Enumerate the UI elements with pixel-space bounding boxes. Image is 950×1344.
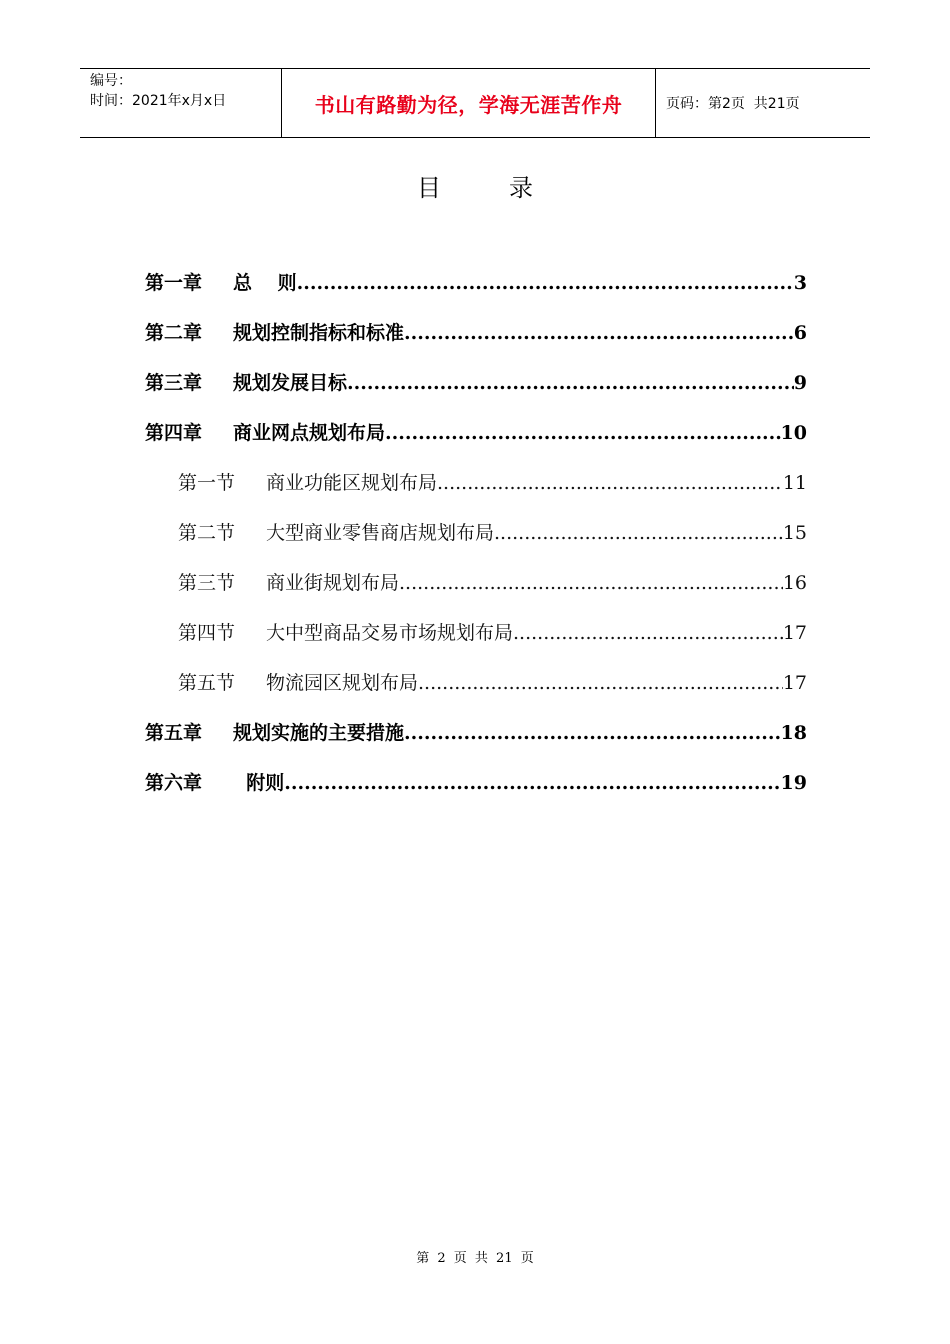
toc-dot-leader bbox=[385, 418, 781, 448]
toc-entry-number: 第三章 bbox=[145, 372, 203, 394]
toc-entry-label: 商业街规划布局 bbox=[266, 572, 400, 594]
time-label: 时间：2021年x月x日 bbox=[90, 93, 227, 109]
toc-chapter-row[interactable] bbox=[145, 268, 807, 318]
toc-entry-number: 第五章 bbox=[145, 722, 203, 744]
footer-page-number: 第 2 页 共 21 页 bbox=[416, 1251, 534, 1266]
toc-chapter-row[interactable] bbox=[145, 368, 807, 418]
toc-dot-leader bbox=[284, 768, 780, 798]
toc-entry-page: 19 bbox=[780, 772, 807, 794]
toc-dot-leader bbox=[513, 618, 783, 648]
toc-entry-page: 18 bbox=[780, 722, 807, 744]
motto-text: 书山有路勤为径，学海无涯苦作舟 bbox=[314, 92, 623, 117]
toc-section-row[interactable] bbox=[145, 468, 807, 518]
toc-entry-number: 第四章 bbox=[145, 422, 203, 444]
serial-number-label: 编号： bbox=[90, 73, 132, 89]
toc-entry-label: 商业功能区规划布局 bbox=[266, 472, 438, 494]
toc-entry-number: 第二节 bbox=[178, 522, 236, 544]
toc-section-row[interactable] bbox=[145, 618, 807, 668]
toc-entry-page: 9 bbox=[793, 372, 807, 394]
toc-entry-number: 第三节 bbox=[178, 572, 236, 594]
page-footer bbox=[0, 1247, 950, 1266]
toc-title: 目录 bbox=[417, 174, 601, 202]
toc-entry-label: 规划实施的主要措施 bbox=[233, 722, 405, 744]
toc-dot-leader bbox=[297, 268, 794, 298]
toc-chapter-row[interactable] bbox=[145, 418, 807, 468]
toc-entry-page: 17 bbox=[782, 622, 807, 644]
toc-entry-page: 11 bbox=[782, 472, 807, 494]
page-header bbox=[80, 68, 870, 138]
header-motto bbox=[282, 69, 656, 137]
toc-entry-number: 第一章 bbox=[145, 272, 203, 294]
toc-entry-page: 17 bbox=[782, 672, 807, 694]
header-page-info bbox=[656, 69, 870, 137]
toc-entry-label: 附则 bbox=[233, 772, 285, 794]
toc-entry-label: 规划控制指标和标准 bbox=[233, 322, 405, 344]
toc-entry-page: 3 bbox=[793, 272, 807, 294]
toc-dot-leader bbox=[437, 468, 783, 498]
toc-section-row[interactable] bbox=[145, 518, 807, 568]
toc-entry-page: 10 bbox=[780, 422, 807, 444]
toc-dot-leader bbox=[399, 568, 783, 598]
toc-entry-number: 第二章 bbox=[145, 322, 203, 344]
toc-entry-label: 物流园区规划布局 bbox=[266, 672, 419, 694]
toc-entry-page: 16 bbox=[782, 572, 807, 594]
toc-chapter-row[interactable] bbox=[145, 718, 807, 768]
toc-section-row[interactable] bbox=[145, 568, 807, 618]
toc-entry-number: 第五节 bbox=[178, 672, 236, 694]
toc-entry-number: 第一节 bbox=[178, 472, 236, 494]
toc-entry-number: 第六章 bbox=[145, 772, 203, 794]
toc-chapter-row[interactable] bbox=[145, 768, 807, 818]
toc-section-row[interactable] bbox=[145, 668, 807, 718]
toc-dot-leader bbox=[494, 518, 783, 548]
toc-entry-label: 大中型商品交易市场规划布局 bbox=[266, 622, 514, 644]
toc-entry-label: 总 则 bbox=[233, 272, 297, 294]
toc-chapter-row[interactable] bbox=[145, 318, 807, 368]
toc-entry-label: 商业网点规划布局 bbox=[233, 422, 386, 444]
toc-entry-label: 规划发展目标 bbox=[233, 372, 348, 394]
toc-entry-number: 第四节 bbox=[178, 622, 236, 644]
toc-entry-page: 6 bbox=[793, 322, 807, 344]
table-of-contents bbox=[145, 268, 807, 818]
toc-entry-page: 15 bbox=[782, 522, 807, 544]
page-info-text: 页码：第2页 共21页 bbox=[666, 96, 800, 112]
toc-dot-leader bbox=[418, 668, 783, 698]
toc-dot-leader bbox=[404, 318, 794, 348]
toc-entry-label: 大型商业零售商店规划布局 bbox=[266, 522, 495, 544]
toc-dot-leader bbox=[347, 368, 794, 398]
header-meta bbox=[80, 69, 282, 137]
toc-dot-leader bbox=[404, 718, 781, 748]
